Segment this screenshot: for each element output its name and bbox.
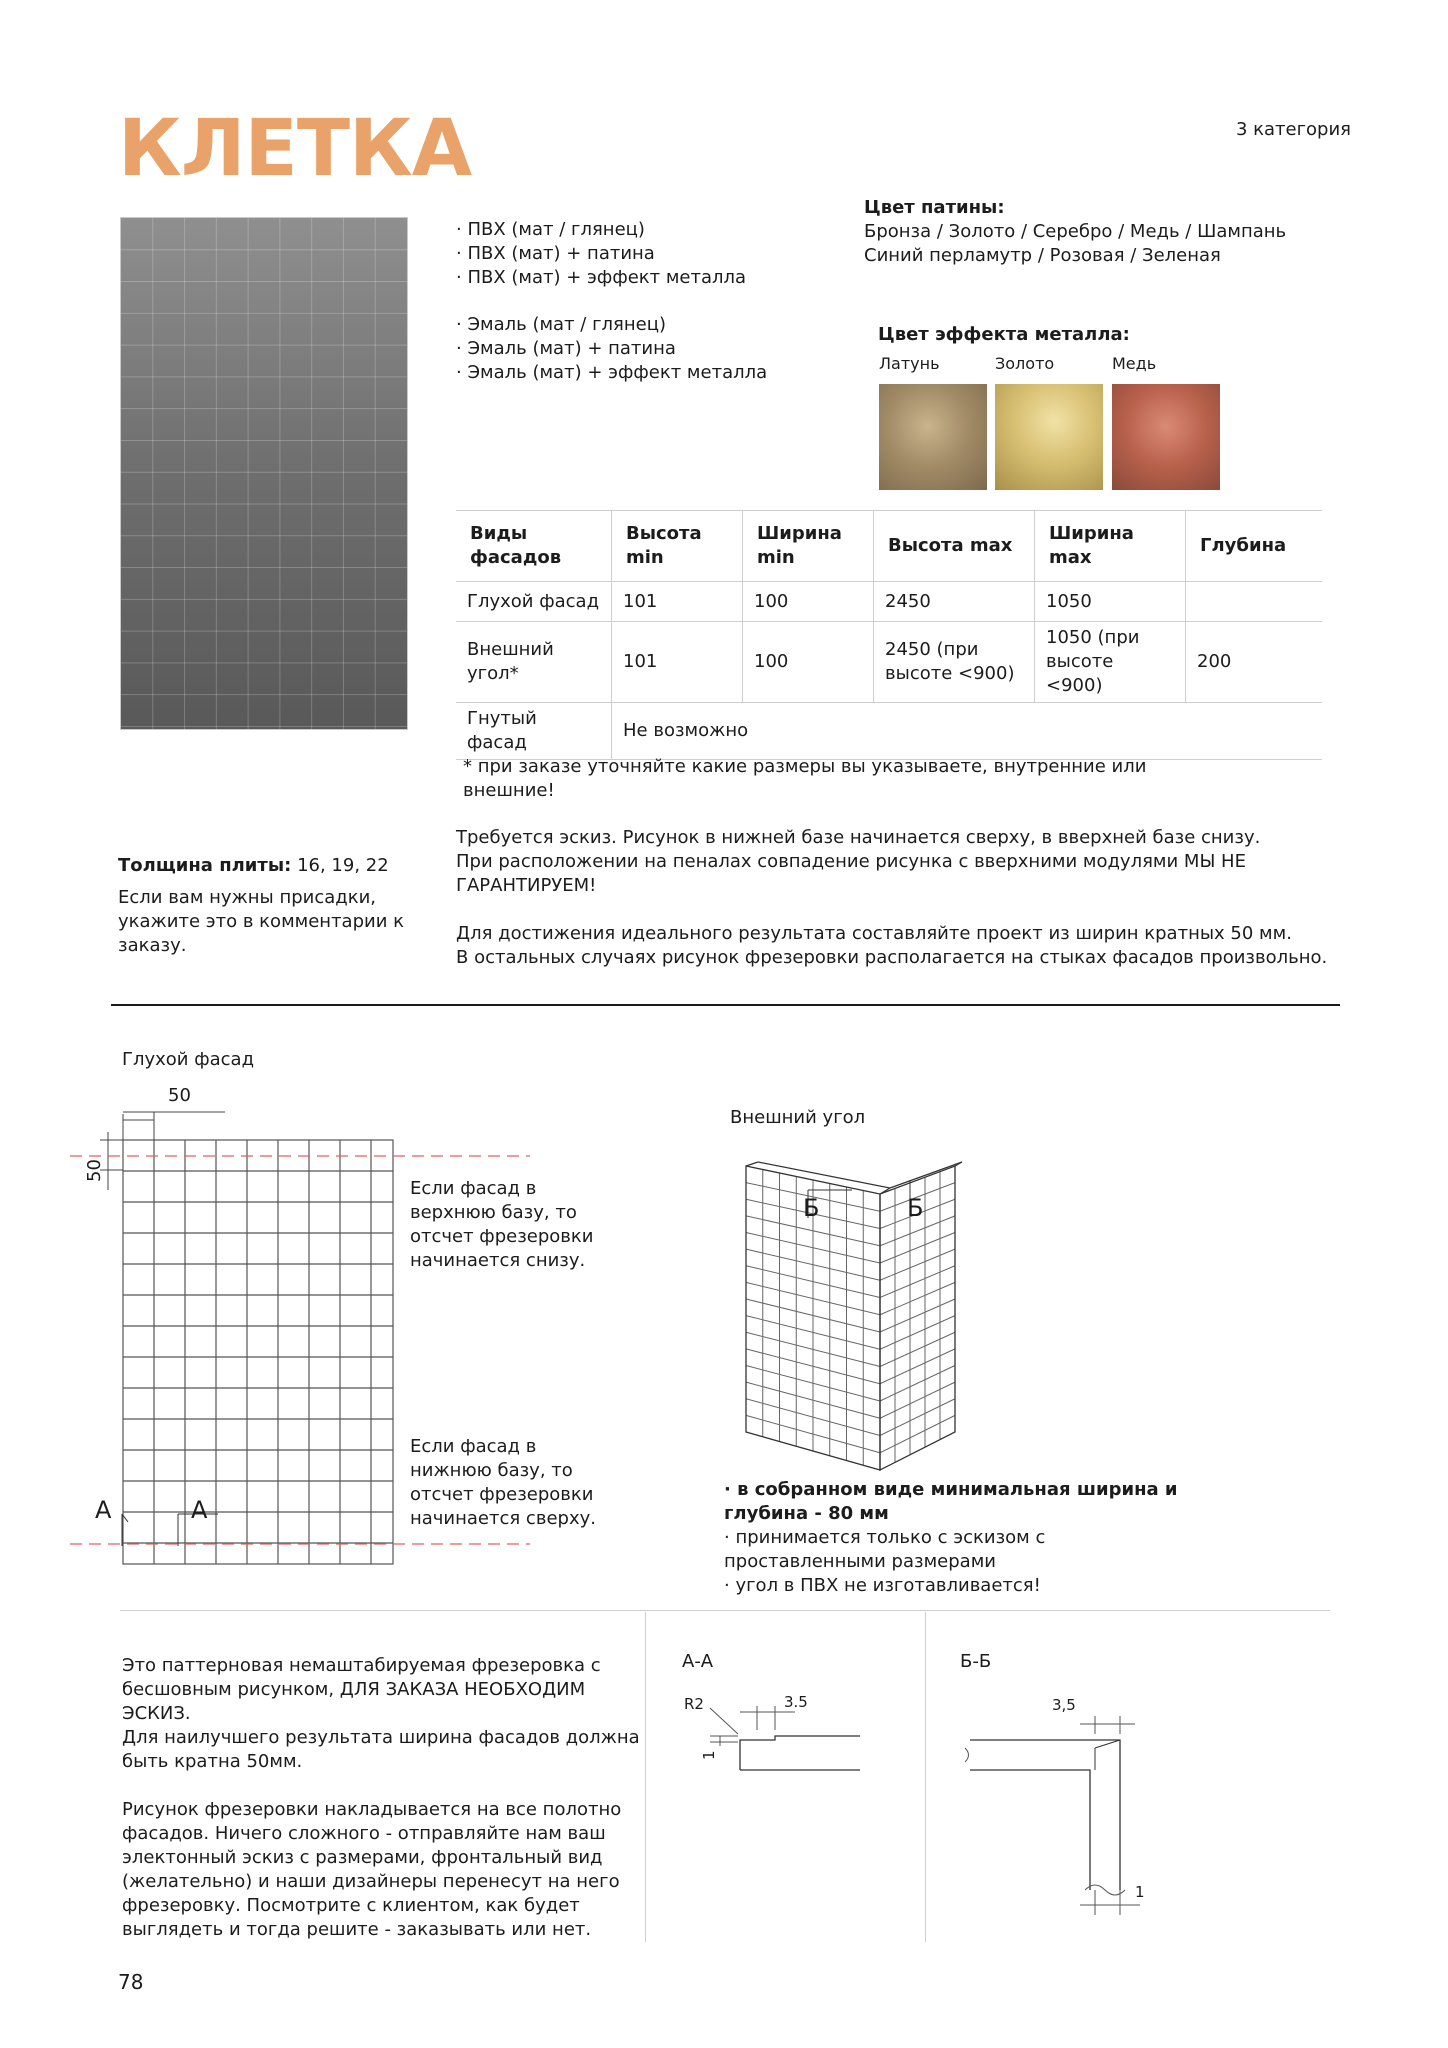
- section-aa-drawing: [680, 1690, 860, 1800]
- section-b-mark-right: Б: [907, 1194, 924, 1222]
- width-note: Для достижения идеального результата составляйте проект из ширин кратных 50 мм. В остальных случаях рисунок фрезеровки располагается на стыках фасадов произвольно.: [456, 923, 1328, 968]
- dim-height-label: 50: [84, 1159, 105, 1182]
- patina-heading: Цвет патины:: [864, 197, 1005, 218]
- column-header: Ширина min: [743, 511, 874, 582]
- bb-width-label: 3,5: [1052, 1696, 1076, 1714]
- table-cell: 101: [612, 582, 743, 622]
- swatch-copper-color: [1112, 384, 1220, 490]
- table-cell: 200: [1186, 622, 1323, 703]
- metal-effect-heading: Цвет эффекта металла:: [878, 324, 1130, 345]
- column-header: Высота min: [612, 511, 743, 582]
- aa-width-label: 3.5: [784, 1693, 808, 1711]
- thickness-label: Толщина плиты:: [118, 855, 292, 876]
- pattern-description: Это паттерновая немаштабируемая фрезеровка с бесшовным рисунком, ДЛЯ ЗАКАЗА НЕОБХОДИМ ЭСКИЗ. Для наилучшего результата ширина фасадов должна быть кратна 50мм. Рисунок фрезеровки накладывается на все полотно фасадов. Ничего сложного - отправляйте нам ваш электонный эскиз с размерами, фронтальный вид (желательно) и наши дизайнеры перенесут на него фрезеровку. Посмотрите с клиентом, как будет выглядеть и тогда решите - заказывать или нет.: [122, 1655, 640, 1940]
- section-bb-title: Б-Б: [960, 1651, 992, 1672]
- swatch-label: Латунь: [879, 354, 940, 373]
- patina-colors: Бронза / Золото / Серебро / Медь / Шампань Синий перламутр / Розовая / Зеленая: [864, 221, 1287, 266]
- page-number: 78: [118, 1970, 144, 1994]
- bottom-base-note: Если фасад в нижнюю базу, то отсчет фрезеровки начинается сверху.: [410, 1436, 596, 1529]
- section-divider: [111, 1004, 1340, 1006]
- product-sample-image: [120, 217, 408, 730]
- size-spec-table: [456, 510, 1322, 760]
- table-cell: 100: [743, 582, 874, 622]
- table-cell: 2450 (при высоте <900): [874, 622, 1035, 703]
- table-row: [456, 622, 1322, 703]
- aa-depth-label: 1: [700, 1750, 718, 1760]
- metal-swatch-copper: [1112, 352, 1220, 490]
- table-cell: Гнутый фасад: [456, 703, 612, 760]
- section-bb-drawing: [960, 1690, 1160, 1920]
- table-cell: 2450: [874, 582, 1035, 622]
- top-base-note: Если фасад в верхнюю базу, то отсчет фрезеровки начинается снизу.: [410, 1178, 594, 1271]
- section-aa-title: А-А: [682, 1651, 714, 1672]
- swatch-label: Медь: [1112, 354, 1157, 373]
- table-header-row: [456, 511, 1322, 582]
- dim-width-label: 50: [168, 1085, 191, 1106]
- table-cell: 1050: [1035, 582, 1186, 622]
- bottom-divider: [120, 1610, 1330, 1611]
- section-a-mark-right: А: [191, 1496, 208, 1524]
- table-cell: [1186, 582, 1323, 622]
- page-title: КЛЕТКА: [118, 104, 472, 194]
- column-divider: [645, 1612, 646, 1942]
- corner-min-size-note: · в собранном виде минимальная ширина и глубина - 80 мм: [724, 1479, 1178, 1524]
- swatch-brass-color: [879, 384, 987, 490]
- radius-label: R2: [684, 1695, 704, 1713]
- table-cell: Глухой фасад: [456, 582, 612, 622]
- corner-drawing: [740, 1160, 970, 1470]
- column-header: Высота max: [874, 511, 1035, 582]
- table-row: [456, 582, 1322, 622]
- table-row: [456, 703, 1322, 760]
- corner-order-note: · принимается только с эскизом с проставленными размерами · угол в ПВХ не изготавливается!: [724, 1527, 1046, 1596]
- column-header: Глубина: [1186, 511, 1323, 582]
- blind-facade-title: Глухой фасад: [122, 1049, 255, 1070]
- pvc-options: · ПВХ (мат / глянец) · ПВХ (мат) + патина · ПВХ (мат) + эффект металла: [456, 219, 747, 288]
- column-header: Виды фасадов: [456, 511, 612, 582]
- thickness-value: 16, 19, 22: [297, 855, 389, 876]
- category-label: 3 категория: [1235, 119, 1351, 140]
- size-footnote: * при заказе уточняйте какие размеры вы указываете, внутренние или внешние!: [463, 756, 1147, 801]
- metal-swatch-gold: [995, 352, 1103, 490]
- column-header: Ширина max: [1035, 511, 1186, 582]
- corner-title: Внешний угол: [730, 1107, 866, 1128]
- swatch-label: Золото: [995, 354, 1055, 373]
- table-cell: 1050 (при высоте <900): [1035, 622, 1186, 703]
- section-a-mark-left: А: [95, 1496, 112, 1524]
- section-b-mark-left: Б: [803, 1194, 820, 1222]
- thickness-line: [118, 854, 389, 878]
- metal-swatch-brass: [879, 352, 987, 490]
- enamel-options: · Эмаль (мат / глянец) · Эмаль (мат) + патина · Эмаль (мат) + эффект металла: [456, 314, 768, 383]
- table-cell: Не возможно: [612, 703, 1323, 760]
- table-cell: 100: [743, 622, 874, 703]
- table-cell: Внешний угол*: [456, 622, 612, 703]
- sketch-note: Требуется эскиз. Рисунок в нижней базе начинается сверху, в вверхней базе снизу. При расположении на пеналах совпадение рисунка с вверхними модулями МЫ НЕ ГАРАНТИРУЕМ!: [456, 827, 1261, 896]
- bb-depth-label: 1: [1135, 1883, 1145, 1901]
- column-divider: [925, 1612, 926, 1942]
- thickness-note: Если вам нужны присадки, укажите это в комментарии к заказу.: [118, 887, 404, 956]
- table-cell: 101: [612, 622, 743, 703]
- swatch-gold-color: [995, 384, 1103, 490]
